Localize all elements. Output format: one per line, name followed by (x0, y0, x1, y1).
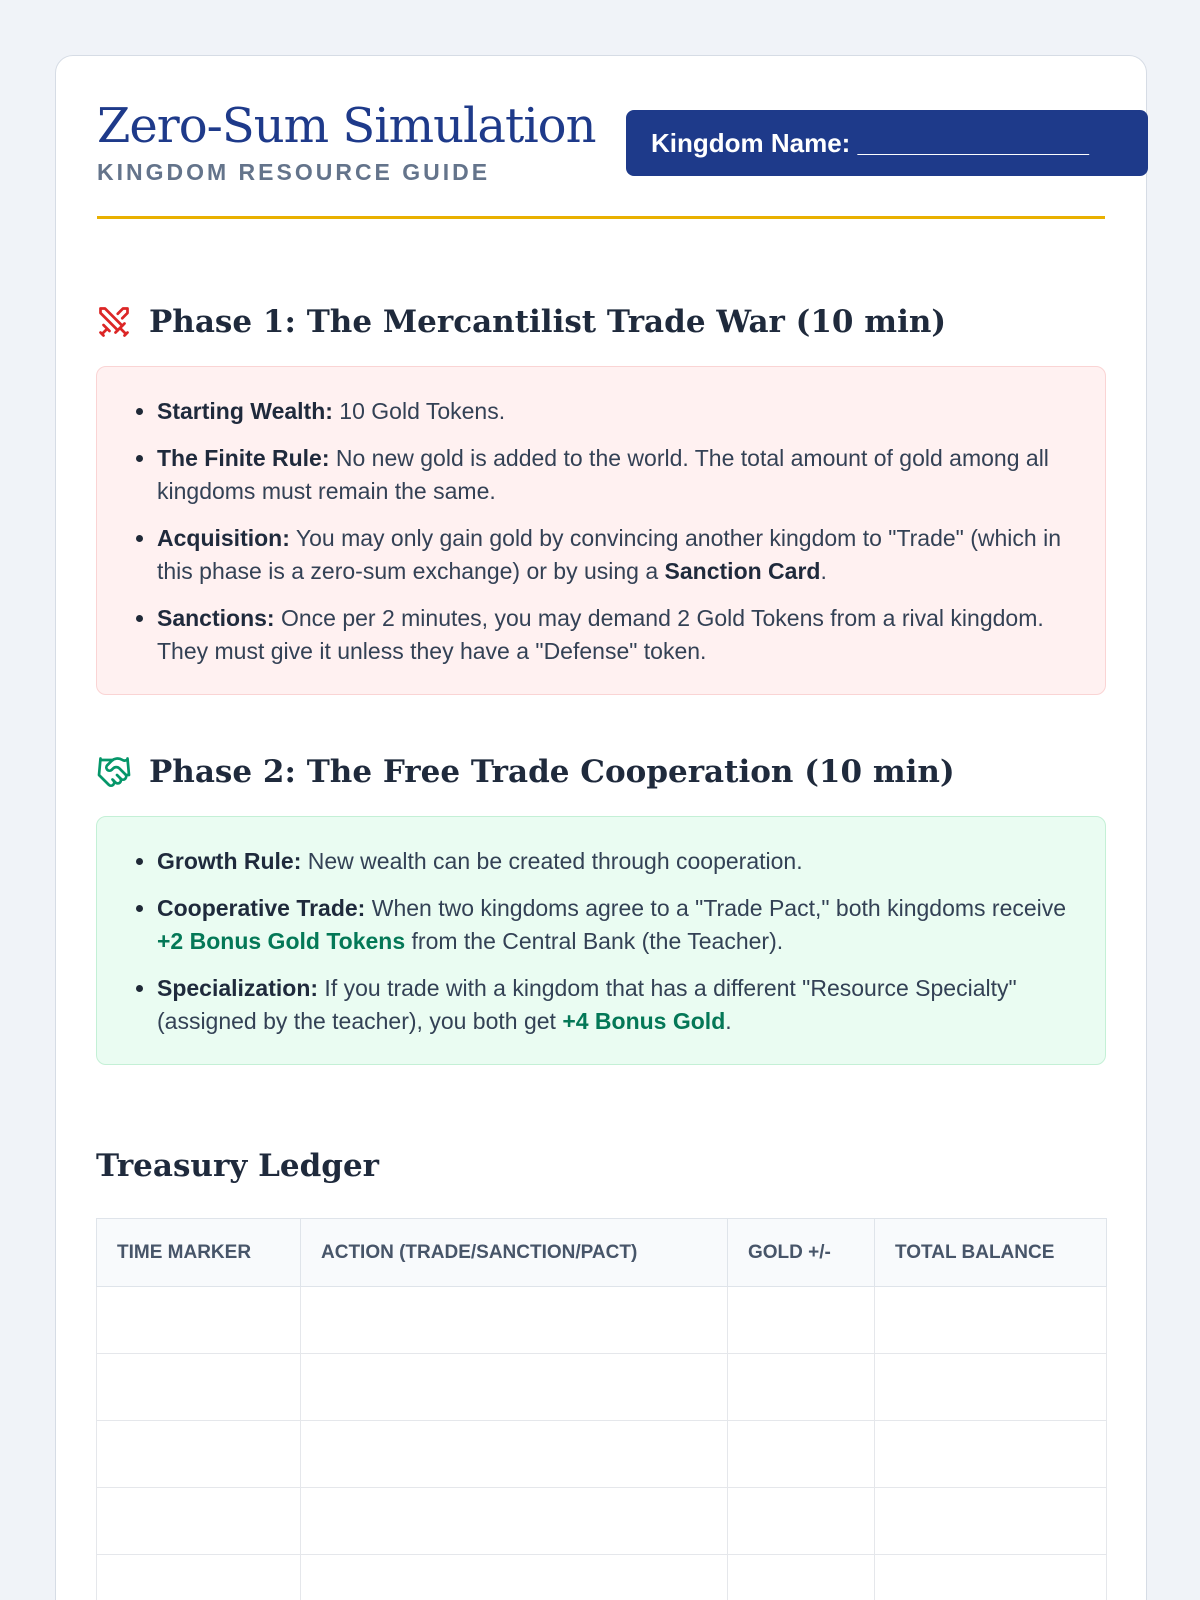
column-header-gold-change: GOLD +/- (728, 1219, 875, 1287)
ledger-cell[interactable] (875, 1555, 1107, 1600)
worksheet-header (97, 56, 1105, 219)
ledger-cell[interactable] (301, 1555, 728, 1600)
phase1-heading (96, 300, 946, 344)
ledger-cell[interactable] (97, 1354, 301, 1421)
ledger-cell[interactable] (728, 1488, 875, 1555)
list-item: • Cooperative Trade: When two kingdoms agree to a "Trade Pact," both kingdoms receive +2 Bonus Gold Tokens from the Central Bank (the Teacher). (157, 892, 1075, 958)
phase2-heading (96, 750, 955, 794)
ledger-cell[interactable] (301, 1287, 728, 1354)
ledger-title: Treasury Ledger (96, 1148, 380, 1184)
column-header-total-balance: TOTAL BALANCE (875, 1219, 1107, 1287)
ledger-cell[interactable] (97, 1555, 301, 1600)
phase1-rules-list (157, 395, 1075, 668)
ledger-cell[interactable] (728, 1555, 875, 1600)
ledger-cell[interactable] (875, 1354, 1107, 1421)
ledger-cell[interactable] (301, 1421, 728, 1488)
ledger-cell[interactable] (875, 1421, 1107, 1488)
list-item: • Specialization: If you trade with a kingdom that has a different "Resource Specialty" (assigned by the teacher), you both get +4 Bonus Gold. (157, 972, 1075, 1038)
table-header-row (97, 1219, 1107, 1287)
list-item: • The Finite Rule: No new gold is added to the world. The total amount of gold among all kingdoms must remain the same. (157, 442, 1075, 508)
ledger-cell[interactable] (301, 1488, 728, 1555)
table-row (97, 1488, 1107, 1555)
list-item: • Acquisition: You may only gain gold by convincing another kingdom to "Trade" (which in this phase is a zero-sum exchange) or by using a Sanction Card. (157, 522, 1075, 588)
phase2-rules-list (157, 845, 1075, 1038)
phase1-title: Phase 1: The Mercantilist Trade War (10 min) (149, 304, 947, 340)
list-item: • Growth Rule: New wealth can be created through cooperation. (157, 845, 1075, 878)
treasury-ledger-table (96, 1218, 1107, 1600)
column-header-action: ACTION (TRADE/SANCTION/PACT) (301, 1219, 728, 1287)
ledger-cell[interactable] (728, 1354, 875, 1421)
phase1-rules-box (96, 366, 1106, 695)
phase2-rules-box (96, 816, 1106, 1065)
list-item: • Starting Wealth: 10 Gold Tokens. (157, 395, 1075, 428)
table-row (97, 1287, 1107, 1354)
crossed-swords-icon (96, 304, 132, 340)
ledger-cell[interactable] (97, 1488, 301, 1555)
column-header-time-marker: TIME MARKER (97, 1219, 301, 1287)
page-title: Zero-Sum Simulation (97, 98, 596, 154)
ledger-cell[interactable] (97, 1421, 301, 1488)
kingdom-name-field[interactable]: Kingdom Name: ________________ (626, 110, 1148, 176)
ledger-cell[interactable] (728, 1421, 875, 1488)
ledger-cell[interactable] (728, 1287, 875, 1354)
list-item: • Sanctions: Once per 2 minutes, you may demand 2 Gold Tokens from a rival kingdom. They must give it unless they have a "Defense" token. (157, 602, 1075, 668)
table-row (97, 1555, 1107, 1600)
table-row (97, 1354, 1107, 1421)
handshake-icon (96, 754, 132, 790)
ledger-cell[interactable] (875, 1488, 1107, 1555)
ledger-cell[interactable] (875, 1287, 1107, 1354)
ledger-cell[interactable] (301, 1354, 728, 1421)
phase2-title: Phase 2: The Free Trade Cooperation (10 min) (149, 754, 955, 790)
ledger-cell[interactable] (97, 1287, 301, 1354)
table-row (97, 1421, 1107, 1488)
page-subtitle: KINGDOM RESOURCE GUIDE (97, 159, 491, 185)
